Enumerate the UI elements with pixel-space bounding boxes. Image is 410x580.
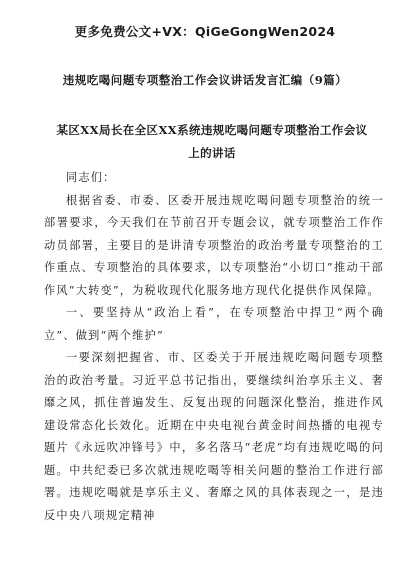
collection-title: 违规吃喝问题专项整治工作会议讲话发言汇编（9篇） (62, 73, 348, 87)
paragraph-intro: 根据省委、市委、区委开展违规吃喝问题专项整治的统一部署要求，今天我们在节前召开专题会议，就专项整治工作作动员部署，主要目的是讲清专项整治的政治考量专项整治的工作重点、专项整治的具体要求，以专项整治“小切口”推动干部作风“大转变”，为税收现代化服务地方现代化提供作风保障。 (44, 193, 384, 297)
speech-title-line-2: 上的讲话 (188, 146, 236, 160)
paragraph-1: 一要深刻把握省、市、区委关于开展违规吃喝问题专项整治的政治考量。习近平总书记指出，要继续纠治享乐主义、奢靡之风，抓住普遍发生、反复出现的问题深化整治，推进作风建设常态化长效化。近期在中央电视台黄金时间热播的电视专题片《永远吹冲锋号》中，多名落马“老虎”均有违规吃喝的问题。中共纪委已多次就违规吃喝等相关问题的整治工作进行部署。违规吃喝就是享乐主义、奢靡之风的具体表现之一，是违反中央八项规定精神 (44, 351, 384, 522)
watermark-text: 更多免费公文+VX：QiGeGongWen2024 (74, 24, 336, 39)
speech-body (44, 167, 384, 527)
speech-title (32, 119, 392, 165)
speech-title-line-1: 某区XX局长在全区XX系统违规吃喝问题专项整治工作会议 (56, 123, 368, 137)
section-heading-1: 一、要坚持从“政治上看”，在专项整治中捍卫“两个确立”、做到“两个维护” (44, 306, 384, 342)
salutation: 同志们： (66, 171, 116, 184)
